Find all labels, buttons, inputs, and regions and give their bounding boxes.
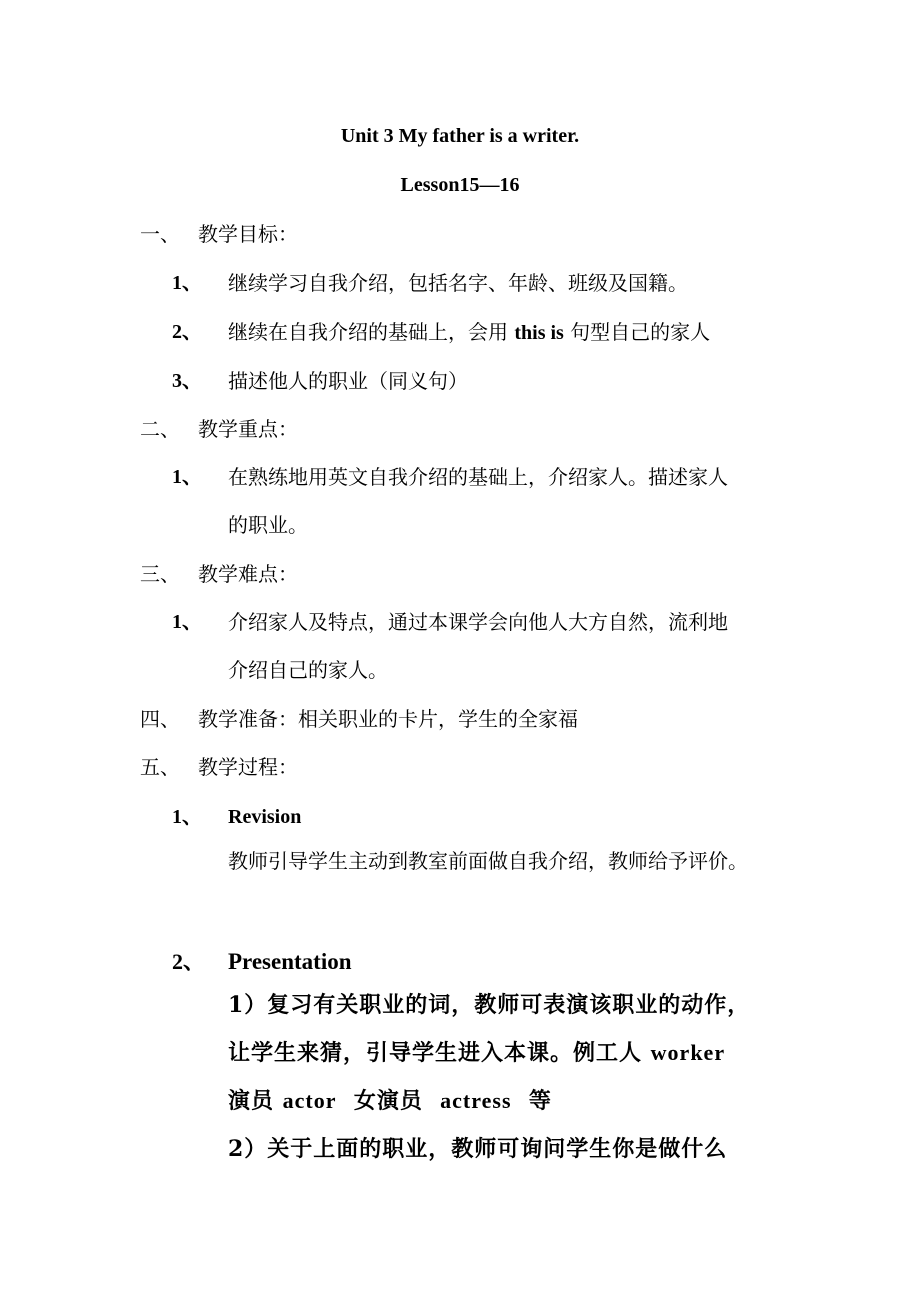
item-label: Presentation [228, 949, 352, 974]
presentation-paragraph-1-line-3 [228, 1088, 552, 1114]
item-label: Revision [228, 806, 302, 828]
line-text: 等 [511, 1088, 552, 1114]
line-english-word: worker [650, 1040, 726, 1065]
section-2-heading [140, 416, 298, 442]
line-text: 演员 [228, 1088, 283, 1114]
item-number: 3、 [172, 370, 202, 392]
item-number: 1、 [172, 272, 202, 294]
item-number: 1、 [172, 466, 202, 488]
section-marker: 五、 [140, 755, 180, 779]
section-title: 教学难点： [198, 562, 298, 586]
section-5-heading [140, 754, 298, 780]
section-title: 教学重点： [198, 417, 298, 441]
presentation-paragraph-1-line-1: 1）复习有关职业的词，教师可表演该职业的动作， [228, 992, 751, 1018]
item-number: 1、 [172, 611, 202, 633]
section-1-heading [140, 221, 298, 247]
item-text-pre: 继续在自我介绍的基础上，会用 [228, 320, 515, 344]
item-text: 描述他人的职业（同义句） [228, 369, 468, 393]
item-number: 2、 [172, 321, 202, 343]
presentation-paragraph-1-line-2 [228, 1040, 725, 1066]
section-3-heading [140, 561, 298, 587]
line-english-word: actor [282, 1088, 337, 1113]
item-text: 介绍家人及特点，通过本课学会向他人大方自然，流利地 [228, 610, 728, 634]
line-text: 女演员 [336, 1088, 441, 1114]
item-number: 1、 [172, 806, 202, 828]
section-marker: 二、 [140, 417, 180, 441]
section-title: 教学准备：相关职业的卡片，学生的全家福 [198, 707, 578, 731]
presentation-paragraph-2-line-1: 2）关于上面的职业，教师可询问学生你是做什么 [228, 1136, 728, 1162]
item-text [228, 319, 710, 346]
item-text-english: this is [514, 322, 564, 344]
section-marker: 一、 [140, 222, 180, 246]
line-text: 让学生来猜，引导学生进入本课。例工人 [228, 1040, 651, 1066]
section-marker: 四、 [140, 707, 180, 731]
document-title: Unit 3 My father is a writer. [340, 125, 580, 147]
item-text-continued: 介绍自己的家人。 [228, 658, 388, 682]
lesson-subtitle: Lesson15—16 [400, 174, 520, 196]
section-title: 教学过程： [198, 755, 298, 779]
item-description: 教师引导学生主动到教室前面做自我介绍，教师给予评价。 [228, 849, 748, 873]
line-english-word: actress [440, 1088, 512, 1113]
section-title: 教学目标： [198, 222, 298, 246]
item-text-post: 句型自己的家人 [563, 320, 711, 344]
item-text: 继续学习自我介绍，包括名字、年龄、班级及国籍。 [228, 271, 688, 295]
item-number: 2、 [172, 949, 206, 974]
item-text-continued: 的职业。 [228, 513, 308, 537]
item-text: 在熟练地用英文自我介绍的基础上，介绍家人。描述家人 [228, 465, 728, 489]
section-4-heading [140, 706, 578, 732]
section-marker: 三、 [140, 562, 180, 586]
